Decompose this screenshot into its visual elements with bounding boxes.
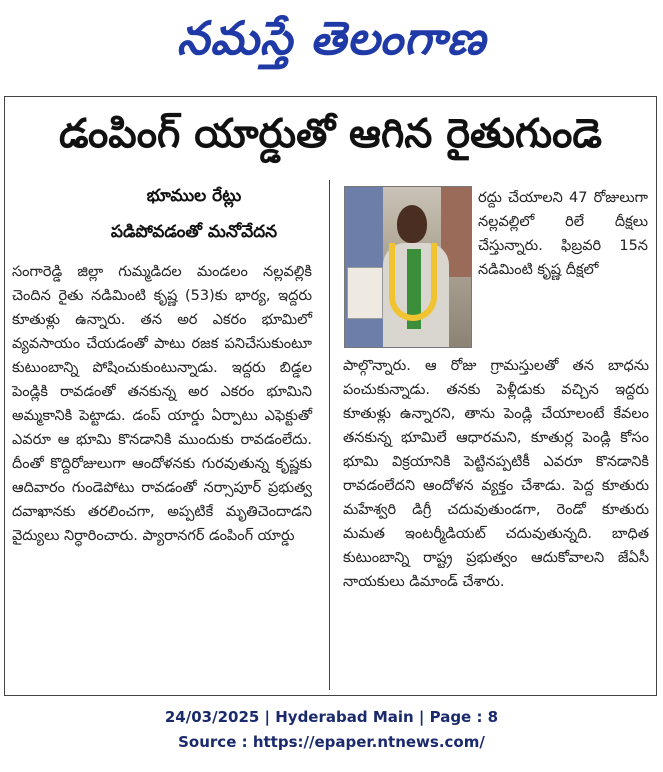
column-divider xyxy=(329,180,330,690)
footer-date-edition: 24/03/2025 | Hyderabad Main | Page : 8 xyxy=(164,708,499,726)
article-left-column xyxy=(12,260,312,548)
article-right-column xyxy=(343,354,649,594)
right-column-top-text: రద్దు చేయాలని 47 రోజులుగా నల్లవల్లిలో రిలే దీక్షలు చేస్తున్నారు. ఫిబ్రవరి 15న నడిమింటి కృష్ణ దీక్షలో xyxy=(478,190,648,278)
newspaper-masthead: నమస్తే తెలంగాణ xyxy=(176,11,487,65)
farmer-photo xyxy=(344,186,472,348)
article-headline: డంపింగ్ యార్డుతో ఆగిన రైతుగుండె xyxy=(58,111,603,157)
subheadline-line1: భూముల రేట్లు xyxy=(146,186,242,206)
footer-source-link[interactable]: Source : https://epaper.ntnews.com/ xyxy=(178,733,485,751)
subheadline-line2: పడిపోవడంతో మనోవేదన xyxy=(110,222,278,242)
article-right-column-top xyxy=(478,186,648,282)
left-column-text: సంగారెడ్డి జిల్లా గుమ్మడిదల మండలం నల్లవల్లికి చెందిన రైతు నడిమింటి కృష్ణ (53)కు భార్య, ఇద్దరు కూతుళ్లు ఉన్నారు. తన అర ఎకరం భూమిలో వ్యవసాయం చేయడంతో పాటు రజక పనిచేసుకుంటూ కుటుంబాన్ని పోషించుకుంటున్నాడు. ఇద్దరు బిడ్డల పెండ్లికి రావడంతో తనకున్న అర ఎకరం భూమిని అమ్మకానికి పెట్టాడు. డంప్ యార్డు ఏర్పాటు ఎఫెక్టుతో ఎవరూ ఆ భూమి కొనడానికి ముందుకు రావడంలేదు. దీంతో కొద్దిరోజులుగా ఆందోళనకు గురవుతున్న కృష్ణకు ఆదివారం గుండెపోటు రావడంతో నర్సాపూర్ ప్రభుత్వ దవాఖానకు తరలించగా, అప్పటికే మృతిచెందాడని వైద్యులు నిర్ధారించారు. ప్యారానగర్ డంపింగ్ యార్డు xyxy=(12,264,312,544)
right-column-text: పాల్గొన్నారు. ఆ రోజు గ్రామస్తులతో తన బాధను పంచుకున్నాడు. తనకు పెళ్లీడుకు వచ్చిన ఇద్దరు కూతుళ్లు ఉన్నారని, తాను పెండ్లి చేయాలంటే కేవలం తనకున్న భూమిలే ఆధారమని, కూతుర్ల పెండ్లి కోసం భూమి విక్రయానికి పెట్టినప్పటికీ ఎవరూ కొనడానికి రావడంలేదని ఆందోళన వ్యక్తం చేశాడు. పెద్ద కూతురు మహేశ్వరి డిగ్రీ చదువుతుండగా, రెండో కూతురు మమత ఇంటర్మీడియట్ చదువుతున్నది. బాధిత కుటుంబాన్ని రాష్ట్ర ప్రభుత్వం ఆదుకోవాలని జేఏసీ నాయకులు డిమాండ్ చేశారు. xyxy=(343,358,649,590)
